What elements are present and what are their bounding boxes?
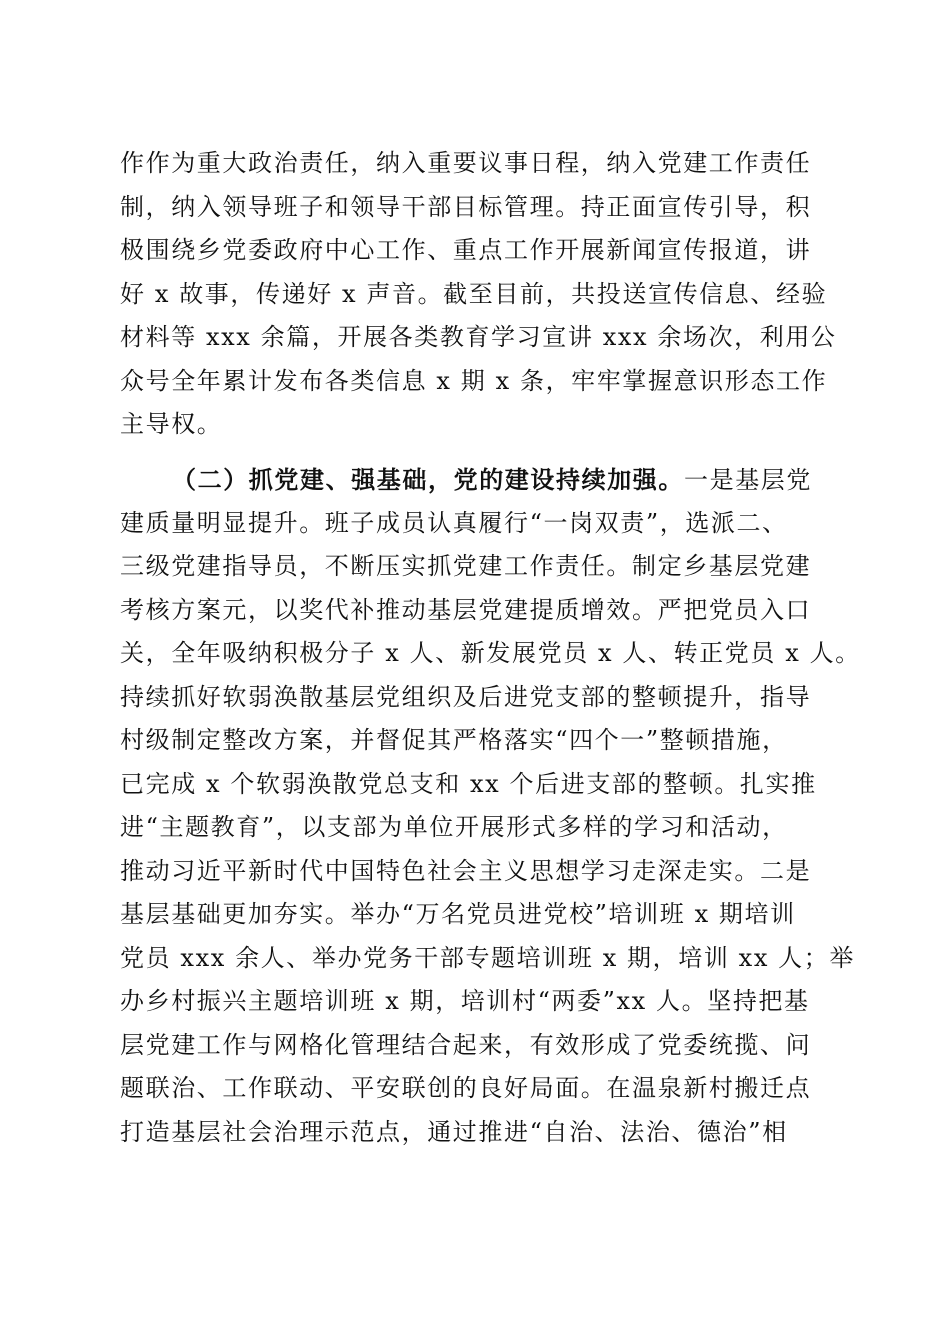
paragraph-line: 基层基础更加夯实。举办“万名党员进党校”培训班 x 期培训 <box>120 900 796 928</box>
paragraph-line: 三级党建指导员，不断压实抓党建工作责任。制定乡基层党建 <box>120 552 812 580</box>
paragraph-line: 推动习近平新时代中国特色社会主义思想学习走深走实。二是 <box>120 856 812 885</box>
paragraph-line: 作作为重大政治责任，纳入重要议事日程，纳入党建工作责任 <box>120 149 812 177</box>
paragraph-1 <box>120 142 837 447</box>
paragraph-line: 主导权。 <box>120 410 223 438</box>
paragraph-line: 极围绕乡党委政府中心工作、重点工作开展新闻宣传报道，讲 <box>120 236 812 264</box>
paragraph-line: 村级制定整改方案，并督促其严格落实“四个一”整顿措施， <box>120 726 788 754</box>
paragraph-line: 考核方案元，以奖代补推动基层党建提质增效。严把党员入口 <box>120 595 812 624</box>
paragraph-line: 建质量明显提升。班子成员认真履行“一岗双责”，选派二、 <box>120 508 788 537</box>
paragraph-line: 众号全年累计发布各类信息 x 期 x 条，牢牢掌握意识形态工作 <box>120 366 828 395</box>
paragraph-line: 持续抓好软弱涣散基层党组织及后进党支部的整顿提升，指导 <box>120 682 812 711</box>
paragraph-line: 党员 xxx 余人、举办党务干部专题培训班 x 期，培训 xx 人；举 <box>120 943 855 972</box>
paragraph-line: 已完成 x 个软弱涣散党总支和 xx 个后进支部的整顿。扎实推 <box>120 769 817 798</box>
paragraph-line: 好 x 故事，传递好 x 声音。截至目前，共投送宣传信息、经验 <box>120 279 828 308</box>
paragraph-line: 办乡村振兴主题培训班 x 期，培训村“两委”xx 人。坚持把基 <box>120 987 810 1015</box>
paragraph-2 <box>120 458 861 1154</box>
section-heading: （二）抓党建、强基础，党的建设持续加强。 <box>172 465 684 494</box>
paragraph-first-line <box>120 458 832 502</box>
paragraph-line-rest: 一是基层党 <box>684 466 812 494</box>
paragraph-line: 材料等 xxx 余篇，开展各类教育学习宣讲 xxx 余场次，利用公 <box>120 323 837 351</box>
paragraph-line: 进“主题教育”，以支部为单位开展形式多样的学习和活动， <box>120 813 788 841</box>
paragraph-line: 层党建工作与网格化管理结合起来，有效形成了党委统揽、问 <box>120 1030 812 1059</box>
paragraph-line: 题联治、工作联动、平安联创的良好局面。在温泉新村搬迁点 <box>120 1074 812 1102</box>
paragraph-line: 打造基层社会治理示范点，通过推进“自治、法治、德治”相 <box>120 1117 788 1146</box>
paragraph-line: 制，纳入领导班子和领导干部目标管理。持正面宣传引导，积 <box>120 192 812 221</box>
paragraph-line: 关，全年吸纳积极分子 x 人、新发展党员 x 人、转正党员 x 人。 <box>120 639 861 667</box>
